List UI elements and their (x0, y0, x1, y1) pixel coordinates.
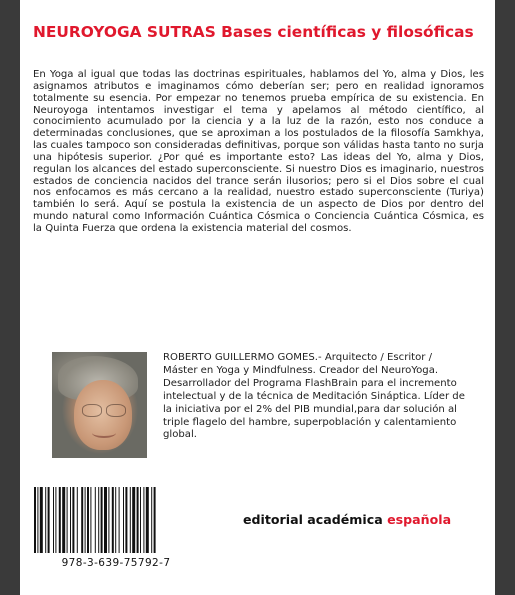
publisher-name-accent: española (387, 512, 452, 527)
isbn-barcode (30, 487, 195, 565)
isbn-number: 978-3-639-75792-7 (61, 557, 171, 569)
publisher-name: editorial académica (243, 512, 388, 527)
book-back-cover (20, 0, 495, 595)
author-bio: ROBERTO GUILLERMO GOMES.- Arquitecto / Escritor / Máster en Yoga y Mindfulness. Creador del NeuroYoga. Desarrollador del Programa FlashBrain para el incremento intelectual y de la técnica de Meditación Sináptica. Líder de la iniciativa por el 2% del PIB mundial,para dar solución al triple flagelo del hambre, superpoblación y calentamiento global. (163, 352, 465, 441)
publisher-logo (243, 512, 451, 527)
barcode-bars (30, 487, 195, 557)
book-title: NEUROYOGA SUTRAS Bases científicas y filosóficas (33, 23, 474, 41)
author-photo (52, 352, 147, 458)
book-description: En Yoga al igual que todas las doctrinas espirituales, hablamos del Yo, alma y Dios, les asignamos atributos e imaginamos cómo deberían ser; pero en realidad ignoramos totalmente su esencia. Por empezar no tenemos prueba empírica de su existencia. En Neuroyoga intentamos investigar el tema y apelamos al método científico, al conocimiento acumulado por la ciencia y a la luz de la razón, esto nos conduce a determinadas conclusiones, que se aproximan a los postulados de la filosofía Samkhya, las cuales tampoco son consideradas definitivas, porque son válidas hasta tanto no surja una hipótesis superior. ¿Por qué es importante esto? Las ideas del Yo, alma y Dios, regulan los alcances del estado superconsciente. Si nuestro Dios es imaginario, nuestros estados de conciencia nacidos del trance serán ilusorios; pero si el Dios sobre el cual nos enfocamos es más cercano a la realidad, nuestro estado superconsciente (Turiya) también lo será. Aquí se postula la existencia de un aspecto de Dios por dentro del mundo natural como Información Cuántica Cósmica o Conciencia Cuántica Cósmica, es la Quinta Fuerza que ordena la existencia material del cosmos. (33, 69, 484, 234)
author-smile (92, 428, 116, 438)
glasses-left-lens (82, 404, 102, 417)
glasses-right-lens (106, 404, 126, 417)
